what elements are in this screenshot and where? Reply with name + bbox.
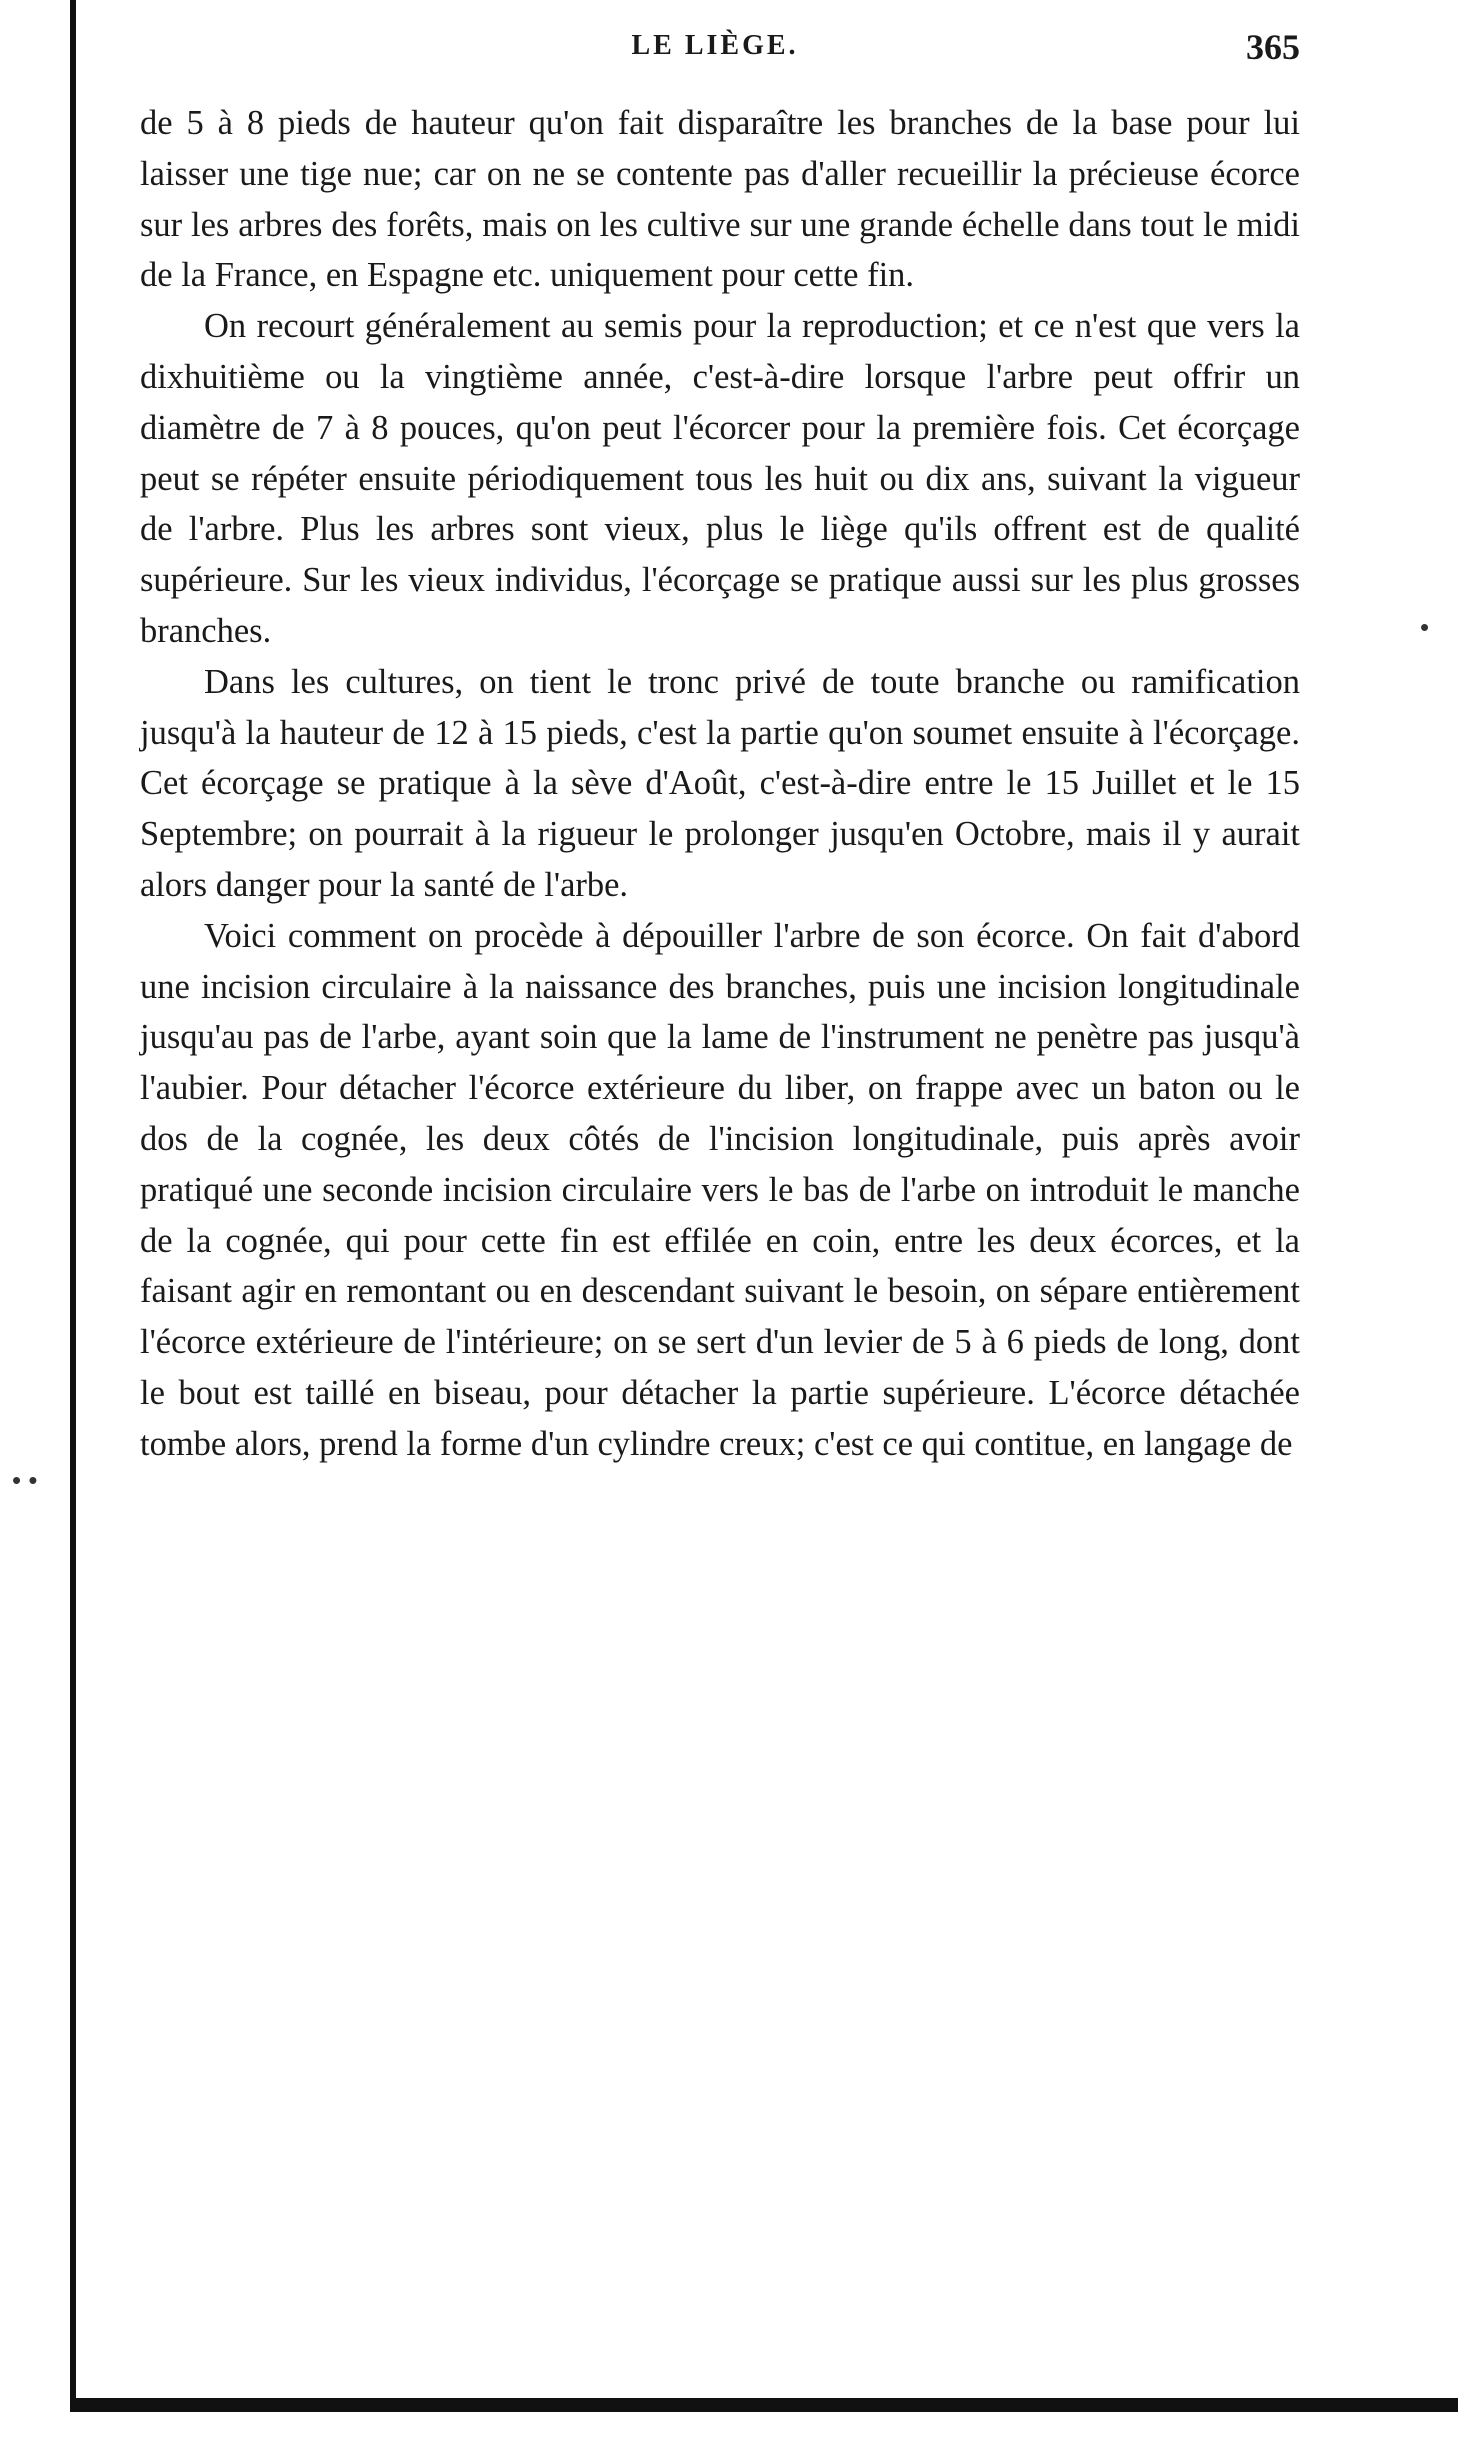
paragraph: Dans les cultures, on tient le tronc privé de toute branche ou ramification jusqu'à la hauteur de 12 à 15 pieds, c'est la partie qu'on soumet ensuite à l'écorçage. Cet écorçage se pratique à la sève d'Août, c'est-à-dire entre le 15 Juillet et le 15 Septembre; on pourrait à la rigueur le prolonger jusqu'en Octobre, mais il y aurait alors danger pour la santé de l'arbe. xyxy=(140,662,1300,904)
paragraph: On recourt généralement au semis pour la reproduction; et ce n'est que vers la dixhuitième ou la vingtième année, c'est-à-dire lorsque l'arbre peut offrir un diamètre de 7 à 8 pouces, qu'on peut l'écorcer pour la première fois. Cet écorçage peut se répéter ensuite périodiquement tous les huit ou dix ans, suivant la vigueur de l'arbre. Plus les arbres sont vieux, plus le liège qu'ils offrent est de qualité supérieure. Sur les vieux individus, l'écorçage se pratique aussi sur les plus grosses branches. xyxy=(140,307,1300,650)
binding-rule-left xyxy=(70,0,76,2408)
margin-dot-mark: • xyxy=(1420,612,1430,642)
page-body xyxy=(140,98,1300,1470)
running-title: LE LIÈGE. xyxy=(631,30,799,61)
paragraph: de 5 à 8 pieds de hauteur qu'on fait disparaître les branches de la base pour lui laisser une tige nue; car on ne se contente pas d'aller recueillir la précieuse écorce sur les arbres des forêts, mais on les cultive sur une grande échelle dans tout le midi de la France, en Espagne etc. uniquement pour cette fin. xyxy=(140,104,1300,295)
page-header xyxy=(130,27,1300,80)
page-number: 365 xyxy=(1246,27,1300,67)
margin-dots-mark: • • xyxy=(12,1465,38,1495)
paragraph: Voici comment on procède à dépouiller l'arbre de son écorce. On fait d'abord une incision circulaire à la naissance des branches, puis une incision longitudinale jusqu'au pas de l'arbe, ayant soin que la lame de l'instrument ne penètre pas jusqu'à l'aubier. Pour détacher l'écorce extérieure du liber, on frappe avec un baton ou le dos de la cognée, les deux côtés de l'incision longitudinale, puis après avoir pratiqué une seconde incision circulaire vers le bas de l'arbe on introduit le manche de la cognée, qui pour cette fin est effilée en coin, entre les deux écorces, et la faisant agir en remontant ou en descendant suivant le besoin, on sépare entièrement l'écorce extérieure de l'intérieure; on se sert d'un levier de 5 à 6 pieds de long, dont le bout est taillé en biseau, pour détacher la partie supérieure. L'écorce détachée tombe alors, prend la forme d'un cylindre creux; c'est ce qui contitue, en langage de xyxy=(140,916,1300,1463)
binding-rule-bottom xyxy=(70,2398,1458,2412)
